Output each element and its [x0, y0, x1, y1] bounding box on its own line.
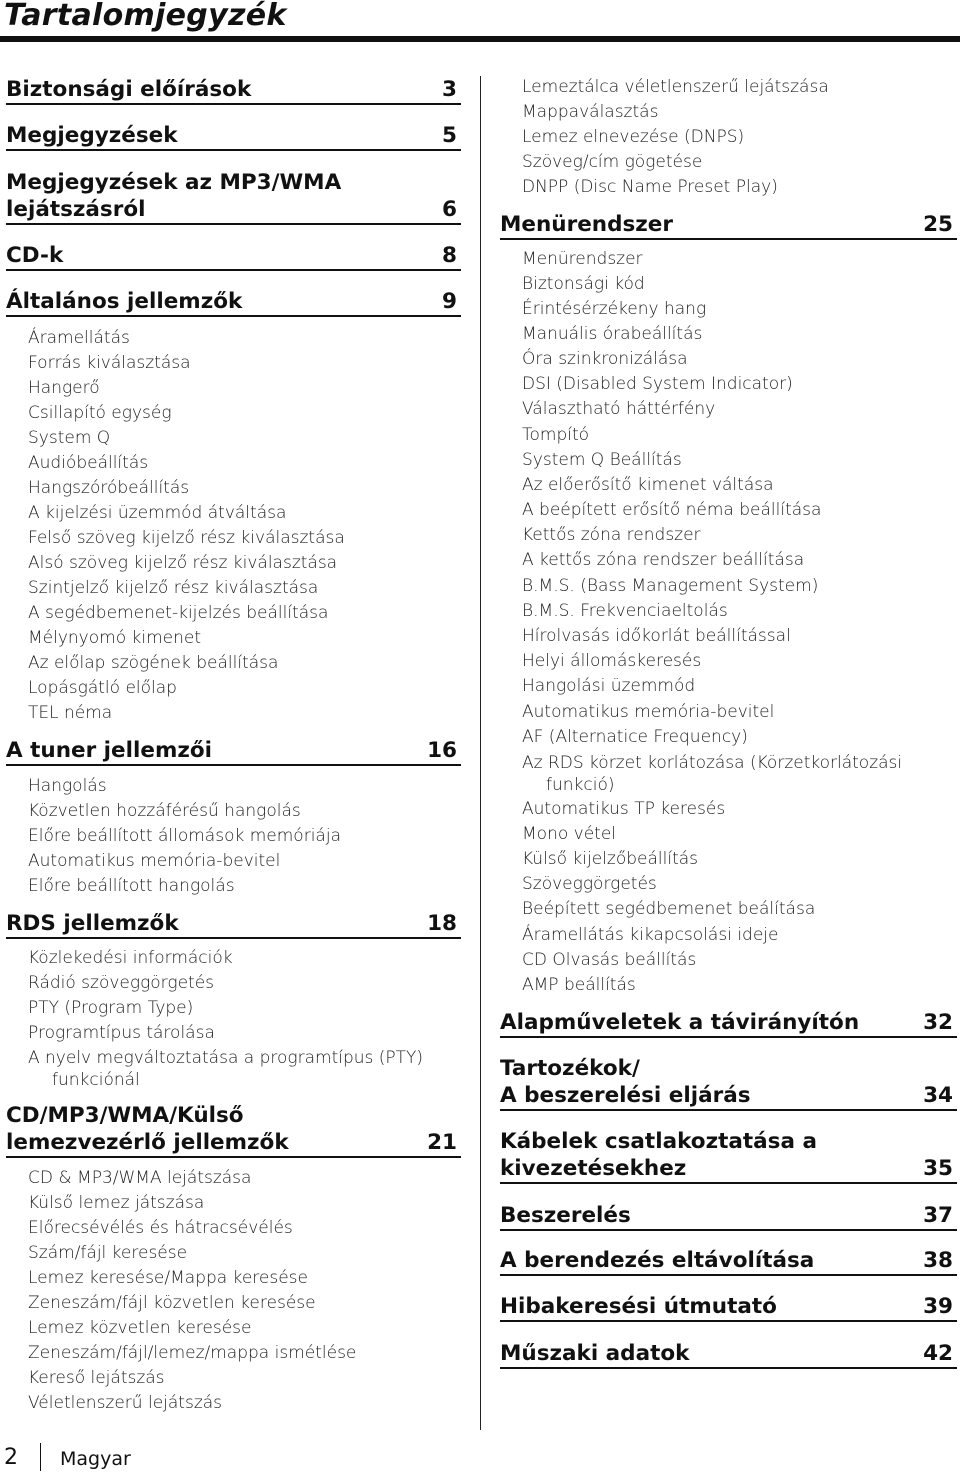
toc-item[interactable]: System Q	[28, 428, 111, 448]
toc-item[interactable]: A beépített erősítő néma beállítása	[522, 500, 822, 520]
toc-page-number: 25	[923, 212, 953, 237]
toc-section-heading[interactable]	[500, 1340, 957, 1369]
toc-page-number: 32	[923, 1010, 953, 1035]
toc-section-title: Általános jellemzők	[6, 289, 243, 314]
toc-page-number: 39	[923, 1294, 953, 1319]
toc-item[interactable]: Szám/fájl keresése	[28, 1243, 188, 1263]
toc-item[interactable]: Tompító	[522, 425, 590, 445]
toc-item[interactable]: Automatikus TP keresés	[522, 799, 726, 819]
toc-item[interactable]: Óra szinkronizálása	[522, 349, 688, 369]
toc-section-title: A tuner jellemzői	[6, 738, 213, 763]
title-rule	[0, 36, 960, 42]
toc-item[interactable]: Külső lemez játszása	[28, 1193, 205, 1213]
toc-item[interactable]: Automatikus memória-bevitel	[28, 851, 281, 871]
toc-item[interactable]: Választható háttérfény	[522, 399, 716, 419]
toc-section-title: Menürendszer	[500, 212, 673, 237]
toc-item[interactable]: Menürendszer	[522, 249, 643, 269]
toc-section-heading[interactable]	[6, 910, 461, 939]
toc-item[interactable]: Az előlap szögének beállítása	[28, 653, 279, 673]
toc-item[interactable]: Alsó szöveg kijelző rész kiválasztása	[28, 553, 338, 573]
toc-item[interactable]: Mélynyomó kimenet	[28, 628, 201, 648]
toc-page-number: 5	[442, 123, 457, 148]
toc-item[interactable]: Szöveggörgetés	[522, 874, 657, 894]
toc-item[interactable]: Közlekedési információk	[28, 948, 233, 968]
toc-section-heading[interactable]	[500, 1293, 957, 1322]
toc-section-title: Műszaki adatok	[500, 1341, 690, 1366]
toc-section-heading[interactable]	[500, 1055, 957, 1111]
toc-item[interactable]: Előre beállított hangolás	[28, 876, 235, 896]
toc-page-number: 38	[923, 1248, 953, 1273]
toc-item[interactable]: Mono vétel	[522, 824, 617, 844]
toc-section-title: Megjegyzések az MP3/WMA lejátszásról	[6, 170, 342, 222]
toc-item[interactable]: Csillapító egység	[28, 403, 172, 423]
toc-section-title: Alapműveletek a távirányítón	[500, 1010, 860, 1035]
toc-section-title: Megjegyzések	[6, 123, 178, 148]
toc-item[interactable]: A nyelv megváltoztatása a programtípus (PTY) funkciónál	[28, 1048, 424, 1090]
toc-item[interactable]: Véletlenszerű lejátszás	[28, 1393, 223, 1413]
toc-item[interactable]: Rádió szöveggörgetés	[28, 973, 215, 993]
toc-page-number: 37	[923, 1203, 953, 1228]
toc-item[interactable]: TEL néma	[28, 703, 113, 723]
toc-section-heading[interactable]	[6, 1102, 461, 1158]
toc-section-title: Hibakeresési útmutató	[500, 1294, 777, 1319]
toc-item[interactable]: Zeneszám/fájl közvetlen keresése	[28, 1293, 316, 1313]
toc-item[interactable]: A kijelzési üzemmód átváltása	[28, 503, 287, 523]
toc-page-number: 9	[442, 289, 457, 314]
toc-item[interactable]: Hangerő	[28, 378, 100, 398]
toc-item[interactable]: Közvetlen hozzáférésű hangolás	[28, 801, 301, 821]
toc-item[interactable]: Helyi állomáskeresés	[522, 651, 702, 671]
toc-item[interactable]: Kereső lejátszás	[28, 1368, 165, 1388]
toc-section-title: CD-k	[6, 243, 64, 268]
toc-section-heading[interactable]	[500, 1009, 957, 1038]
toc-item[interactable]: Előre beállított állomások memóriája	[28, 826, 341, 846]
footer-divider	[40, 1443, 41, 1471]
toc-page-number: 35	[923, 1156, 953, 1181]
toc-item[interactable]: Előrecsévélés és hátracsévélés	[28, 1218, 293, 1238]
toc-section-heading[interactable]	[6, 737, 461, 766]
toc-page-number: 3	[442, 77, 457, 102]
toc-item[interactable]: Automatikus memória-bevitel	[522, 702, 775, 722]
toc-item[interactable]: Manuális órabeállítás	[522, 324, 703, 344]
footer-language: Magyar	[60, 1448, 131, 1470]
toc-section-heading[interactable]	[500, 1247, 957, 1276]
toc-item[interactable]: Beépített segédbemenet beálítása	[522, 899, 816, 919]
toc-item[interactable]: Lemez keresése/Mappa keresése	[28, 1268, 309, 1288]
toc-item[interactable]: System Q Beállítás	[522, 450, 682, 470]
toc-page-number: 6	[442, 197, 457, 222]
toc-item[interactable]: B.M.S. (Bass Management System)	[522, 576, 819, 596]
toc-item[interactable]: CD Olvasás beállítás	[522, 950, 697, 970]
toc-section-title: Tartozékok/ A beszerelési eljárás	[500, 1056, 751, 1108]
toc-section-title: Kábelek csatlakoztatása a kivezetésekhez	[500, 1129, 817, 1181]
toc-section-title: Biztonsági előírások	[6, 77, 252, 102]
toc-item[interactable]: PTY (Program Type)	[28, 998, 194, 1018]
toc-item[interactable]: Lemez elnevezése (DNPS)	[522, 127, 745, 147]
toc-section-title: CD/MP3/WMA/Külső lemezvezérlő jellemzők	[6, 1103, 289, 1155]
toc-item[interactable]: Hangolási üzemmód	[522, 676, 696, 696]
toc-item[interactable]: Programtípus tárolása	[28, 1023, 215, 1043]
toc-section-heading[interactable]	[6, 76, 461, 105]
toc-item[interactable]: AF (Alternatice Frequency)	[522, 727, 748, 747]
toc-page-number: 18	[427, 911, 457, 936]
toc-item[interactable]: Felső szöveg kijelző rész kiválasztása	[28, 528, 345, 548]
toc-item[interactable]: Lemeztálca véletlenszerű lejátszása	[522, 77, 829, 97]
toc-item[interactable]: Audióbeállítás	[28, 453, 149, 473]
toc-item[interactable]: A kettős zóna rendszer beállítása	[522, 550, 805, 570]
footer-page-number: 2	[4, 1445, 18, 1470]
toc-page-number: 21	[427, 1130, 457, 1155]
toc-item[interactable]: Forrás kiválasztása	[28, 353, 191, 373]
toc-section-heading[interactable]	[6, 169, 461, 225]
toc-item[interactable]: Hangszóróbeállítás	[28, 478, 190, 498]
toc-item[interactable]: AMP beállítás	[522, 975, 636, 995]
toc-item[interactable]: Hangolás	[28, 776, 107, 796]
toc-item[interactable]: Érintésérzékeny hang	[522, 299, 707, 319]
toc-page-number: 8	[442, 243, 457, 268]
toc-section-heading[interactable]	[6, 122, 461, 151]
toc-item[interactable]: Szöveg/cím gögetése	[522, 152, 703, 172]
toc-item[interactable]: Biztonsági kód	[522, 274, 645, 294]
toc-item[interactable]: Áramellátás	[28, 328, 130, 348]
toc-item[interactable]: DNPP (Disc Name Preset Play)	[522, 177, 778, 197]
toc-section-heading[interactable]	[500, 211, 957, 240]
toc-section-heading[interactable]	[500, 1202, 957, 1231]
toc-item[interactable]: Lemez közvetlen keresése	[28, 1318, 252, 1338]
toc-item[interactable]: Az előerősítő kimenet váltása	[522, 475, 774, 495]
column-divider	[480, 76, 481, 1430]
toc-item[interactable]: Zeneszám/fájl/lemez/mappa ismétlése	[28, 1343, 357, 1363]
toc-page-number: 34	[923, 1083, 953, 1108]
toc-section-heading[interactable]	[500, 1128, 957, 1184]
toc-section-title: RDS jellemzők	[6, 911, 179, 936]
toc-section-title: A berendezés eltávolítása	[500, 1248, 815, 1273]
page-title: Tartalomjegyzék	[4, 0, 287, 33]
toc-section-heading[interactable]	[6, 288, 461, 317]
toc-page-number: 16	[427, 738, 457, 763]
toc-section-heading[interactable]	[6, 242, 461, 271]
toc-item[interactable]: DSI (Disabled System Indicator)	[522, 374, 793, 394]
toc-item[interactable]: Szintjelző kijelző rész kiválasztása	[28, 578, 319, 598]
toc-item[interactable]: Kettős zóna rendszer	[522, 525, 701, 545]
toc-item[interactable]: CD & MP3/WMA lejátszása	[28, 1168, 252, 1188]
toc-page-number: 42	[923, 1341, 953, 1366]
toc-item[interactable]: Mappaválasztás	[522, 102, 659, 122]
toc-item[interactable]: Hírolvasás időkorlát beállítással	[522, 626, 791, 646]
toc-item[interactable]: Az RDS körzet korlátozása (Körzetkorlátozási funkció)	[522, 753, 903, 795]
toc-item[interactable]: Külső kijelzőbeállítás	[522, 849, 699, 869]
toc-item[interactable]: B.M.S. Frekvenciaeltolás	[522, 601, 728, 621]
toc-item[interactable]: Áramellátás kikapcsolási ideje	[522, 925, 779, 945]
toc-section-title: Beszerelés	[500, 1203, 631, 1228]
toc-item[interactable]: Lopásgátló előlap	[28, 678, 177, 698]
toc-item[interactable]: A segédbemenet-kijelzés beállítása	[28, 603, 329, 623]
